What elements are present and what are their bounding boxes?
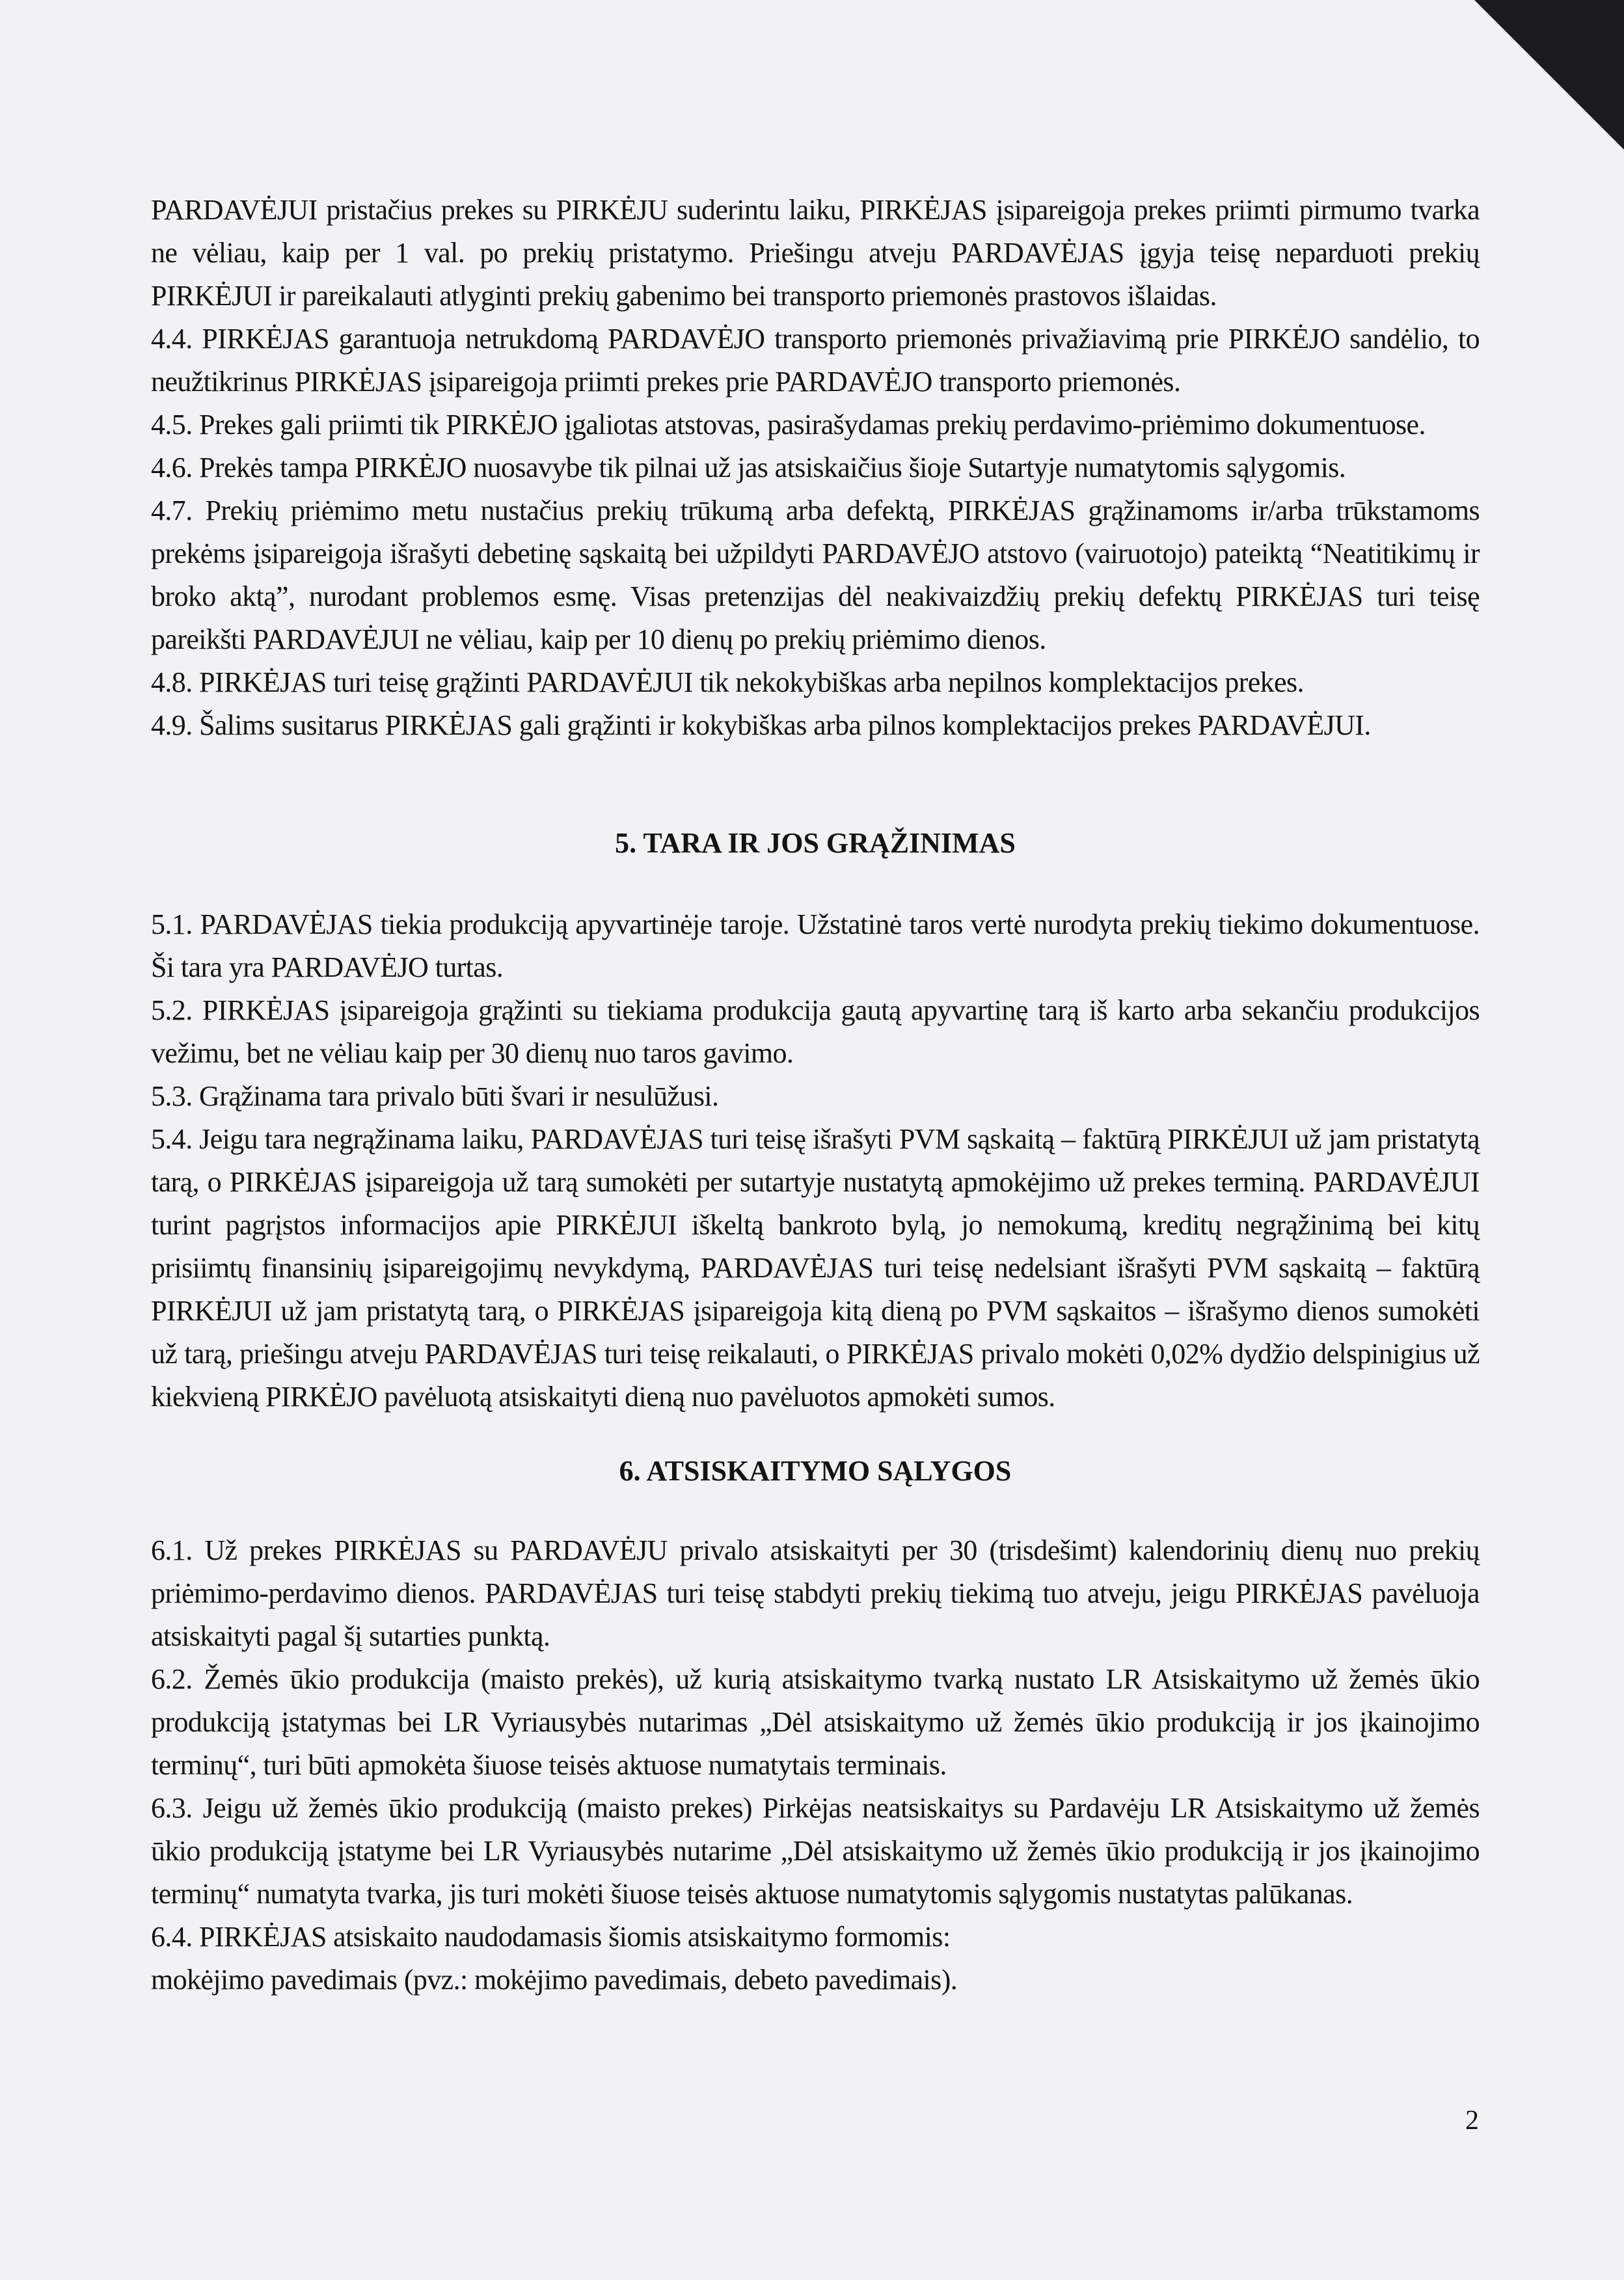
paragraph-6-4-forms: mokėjimo pavedimais (pvz.: mokėjimo pavedimais, debeto pavedimais). [151,1964,958,1996]
paragraph-6-1: 6.1. Už prekes PIRKĖJAS su PARDAVĖJU privalo atsiskaityti per 30 (trisdešimt) kalendorinių dienų nuo prekių priėmimo-perdavimo dienos. PARDAVĖJAS turi teisę stabdyti prekių tiekimą tuo atveju, jeigu PIRKĖJAS pavėluoja atsiskaityti pagal šį sutarties punktą. [151,1534,1480,1652]
paragraph-6-2: 6.2. Žemės ūkio produkcija (maisto prekės), už kurią atsiskaitymo tvarką nustato LR Atsiskaitymo už žemės ūkio produkciją įstatymas bei LR Vyriausybės nutarimas „Dėl atsiskaitymo už žemės ūkio produkciją ir jos įkainojimo terminų“, turi būti apmokėta šiuose teisės aktuose numatytais terminais. [151,1663,1480,1781]
paragraph-4-7: 4.7. Prekių priėmimo metu nustačius prekių trūkumą arba defektą, PIRKĖJAS grąžinamoms ir/arba trūkstamoms prekėms įsipareigoja išrašyti debetinę sąskaitą bei užpildyti PARDAVĖJO atstovo (vairuotojo) pateiktą “Neatitikimų ir broko aktą”, nurodant problemos esmę. Visas pretenzijas dėl neakivaizdžių prekių defektų PIRKĖJAS turi teisę pareikšti PARDAVĖJUI ne vėliau, kaip per 10 dienų po prekių priėmimo dienos. [151,495,1480,655]
paragraph-4-9: 4.9. Šalims susitarus PIRKĖJAS gali grąžinti ir kokybiškas arba pilnos komplektacijos prekes PARDAVĖJUI. [151,709,1371,741]
paragraph-4-5: 4.5. Prekes gali priimti tik PIRKĖJO įgaliotas atstovas, pasirašydamas prekių perdavimo-priėmimo dokumentuose. [151,409,1426,441]
heading-section-5: 5. TARA IR JOS GRĄŽINIMAS [615,827,1016,859]
paragraph-4-4: 4.4. PIRKĖJAS garantuoja netrukdomą PARDAVĖJO transporto priemonės privažiavimą prie PIRKĖJO sandėlio, to neužtikrinus PIRKĖJAS įsipareigoja priimti prekes prie PARDAVĖJO transporto priemonės. [151,323,1480,398]
paragraph-5-4: 5.4. Jeigu tara negrąžinama laiku, PARDAVĖJAS turi teisę išrašyti PVM sąskaitą – faktūrą PIRKĖJUI už jam pristatytą tarą, o PIRKĖJAS įsipareigoja už tarą sumokėti per sutartyje nustatytą apmokėjimo už prekes terminą. PARDAVĖJUI turint pagrįstos informacijos apie PIRKĖJUI iškeltą bankroto bylą, jo nemokumą, kreditų negrąžinimą bei kitų prisiimtų finansinių įsipareigojimų nevykdymą, PARDAVĖJAS turi teisę nedelsiant išrašyti PVM sąskaitą – faktūrą PIRKĖJUI už jam pristatytą tarą, o PIRKĖJAS įsipareigoja kitą dieną po PVM sąskaitos – išrašymo dienos sumokėti už tarą, priešingu atveju PARDAVĖJAS turi teisę reikalauti, o PIRKĖJAS privalo mokėti 0,02% dydžio delspinigius už kiekvieną PIRKĖJO pavėluotą atsiskaityti dieną nuo pavėluotos apmokėti sumos. [151,1123,1480,1413]
paragraph-4-6: 4.6. Prekės tampa PIRKĖJO nuosavybe tik pilnai už jas atsiskaičius šioje Sutartyje numatytomis sąlygomis. [151,452,1346,483]
heading-section-6: 6. ATSISKAITYMO SĄLYGOS [619,1455,1012,1487]
paragraph-5-3: 5.3. Grąžinama tara privalo būti švari ir nesulūžusi. [151,1080,719,1112]
paragraph-4-8: 4.8. PIRKĖJAS turi teisę grąžinti PARDAVĖJUI tik nekokybiškas arba nepilnos komplektacijos prekes. [151,666,1304,698]
section-6-payment [151,1529,1480,2002]
paragraph-5-1: 5.1. PARDAVĖJAS tiekia produkciją apyvartinėje taroje. Užstatinė taros vertė nurodyta prekių tiekimo dokumentuose. Ši tara yra PARDAVĖJO turtas. [151,908,1480,983]
page-number: 2 [1465,2106,1479,2136]
paragraph-6-4: 6.4. PIRKĖJAS atsiskaito naudodamasis šiomis atsiskaitymo formomis: [151,1921,951,1953]
paragraph-5-2: 5.2. PIRKĖJAS įsipareigoja grąžinti su tiekiama produkcija gautą apyvartinę tarą iš karto arba sekančiu produkcijos vežimu, bet ne vėliau kaip per 30 dienų nuo taros gavimo. [151,994,1480,1069]
section-4-delivery [151,189,1480,747]
paragraph-6-3: 6.3. Jeigu už žemės ūkio produkciją (maisto prekes) Pirkėjas neatsiskaitys su Pardavėju LR Atsiskaitymo už žemės ūkio produkciją įstatyme bei LR Vyriausybės nutarime „Dėl atsiskaitymo už žemės ūkio produkciją ir jos įkainojimo terminų“ numatyta tvarka, jis turi mokėti šiuose teisės aktuose numatytomis sąlygomis nustatytas palūkanas. [151,1792,1480,1910]
section-5-packaging [151,903,1480,1418]
paragraph-4-3-cont: PARDAVĖJUI pristačius prekes su PIRKĖJU suderintu laiku, PIRKĖJAS įsipareigoja prekes priimti pirmumo tvarka ne vėliau, kaip per 1 val. po prekių pristatymo. Priešingu atveju PARDAVĖJAS įgyja teisę neparduoti prekių PIRKĖJUI ir pareikalauti atlyginti prekių gabenimo bei transporto priemonės prastovos išlaidas. [151,194,1480,312]
scan-corner-fold [1474,0,1624,150]
